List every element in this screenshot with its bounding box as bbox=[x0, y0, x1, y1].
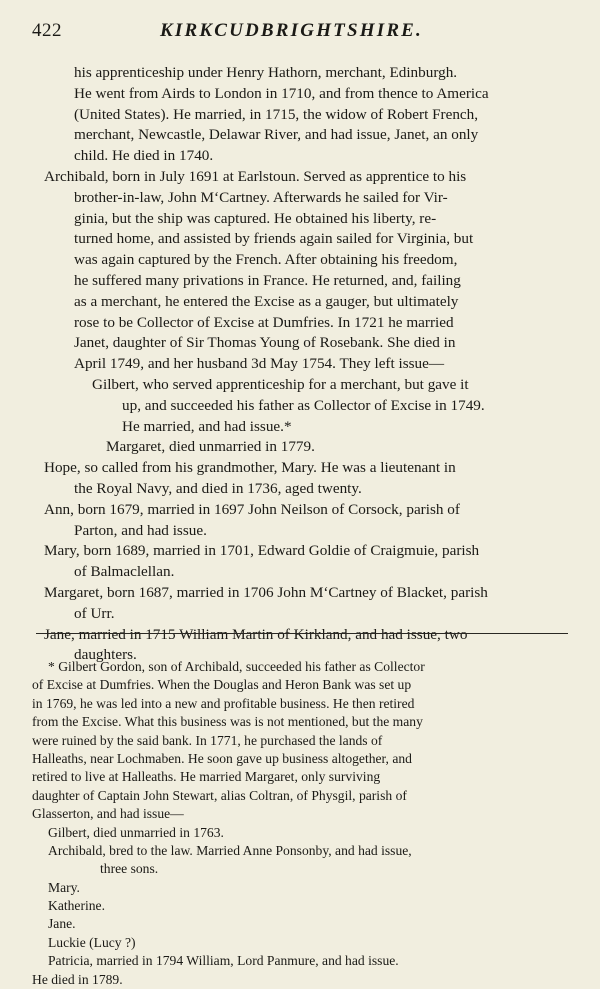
entry-mary: Mary, born 1689, married in 1701, Edward Goldie of Craigmuie, parish bbox=[44, 542, 480, 560]
footnote-line: daughter of Captain John Stewart, alias Coltran, of Physgil, parish of bbox=[32, 787, 407, 803]
text-line: Janet, daughter of Sir Thomas Young of Rosebank. She died in bbox=[74, 334, 456, 352]
entry-archibald: Archibald, born in July 1691 at Earlstoun. Served as apprentice to his bbox=[44, 167, 467, 185]
footnote-child-patricia: Patricia, married in 1794 William, Lord Panmure, and had issue. bbox=[48, 953, 399, 969]
entry-margaret: Margaret, born 1687, married in 1706 John M‘Cartney of Blacket, parish bbox=[44, 583, 488, 601]
footnote-child-mary: Mary. bbox=[48, 879, 80, 895]
footnote-line: were ruined by the said bank. In 1771, he purchased the lands of bbox=[32, 732, 383, 748]
text-line: turned home, and assisted by friends again sailed for Virginia, but bbox=[74, 230, 474, 248]
text-line: of Balmaclellan. bbox=[74, 563, 175, 581]
text-line: He married, and had issue.* bbox=[122, 417, 292, 435]
text-line: He went from Airds to London in 1710, and from thence to America bbox=[74, 84, 489, 102]
footnote-line: He died in 1789. bbox=[32, 971, 123, 987]
footnote-block bbox=[32, 658, 572, 989]
footnote-child-jane: Jane. bbox=[48, 916, 76, 932]
text-line: rose to be Collector of Excise at Dumfries. In 1721 he married bbox=[74, 313, 454, 331]
running-title: KIRKCUDBRIGHTSHIRE. bbox=[160, 20, 424, 41]
footnote-line: retired to live at Halleaths. He married Margaret, only surviving bbox=[32, 769, 381, 785]
text-line: Parton, and had issue. bbox=[74, 521, 207, 539]
entry-hope: Hope, so called from his grandmother, Mary. He was a lieutenant in bbox=[44, 459, 456, 477]
footnote-child-katherine: Katherine. bbox=[48, 898, 105, 914]
entry-ann: Ann, born 1679, married in 1697 John Neilson of Corsock, parish of bbox=[44, 500, 460, 518]
entry-gilbert: Gilbert, who served apprenticeship for a merchant, but gave it bbox=[92, 375, 469, 393]
page-number: 422 bbox=[32, 20, 62, 41]
text-line: of Urr. bbox=[74, 604, 115, 622]
text-line: ginia, but the ship was captured. He obtained his liberty, re- bbox=[74, 209, 437, 227]
footnote-child-luckie: Luckie (Lucy ?) bbox=[48, 934, 136, 950]
footnote-divider bbox=[36, 633, 568, 634]
text-line: as a merchant, he entered the Excise as a gauger, but ultimately bbox=[74, 292, 459, 310]
footnote-line: Halleaths, near Lochmaben. He soon gave up business altogether, and bbox=[32, 750, 412, 766]
text-line: he suffered many privations in France. He returned, and, failing bbox=[74, 271, 461, 289]
text-line: the Royal Navy, and died in 1736, aged twenty. bbox=[74, 479, 362, 497]
main-text-block bbox=[44, 63, 574, 666]
text-line: up, and succeeded his father as Collector of Excise in 1749. bbox=[122, 396, 485, 414]
footnote-line: of Excise at Dumfries. When the Douglas and Heron Bank was set up bbox=[32, 677, 412, 693]
text-line: merchant, Newcastle, Delawar River, and had issue, Janet, an only bbox=[74, 126, 479, 144]
text-line: brother-in-law, John M‘Cartney. Afterwards he sailed for Vir- bbox=[74, 188, 448, 206]
page-header bbox=[32, 20, 570, 50]
footnote-line: from the Excise. What this business was is not mentioned, but the many bbox=[32, 714, 423, 730]
text-line: was again captured by the French. After obtaining his freedom, bbox=[74, 251, 458, 269]
footnote-line: three sons. bbox=[100, 861, 159, 877]
text-line: daughters. bbox=[74, 646, 137, 664]
entry-jane: Jane, married in 1715 William Martin of Kirkland, and had issue, two bbox=[44, 625, 468, 643]
text-line: his apprenticeship under Henry Hathorn, merchant, Edinburgh. bbox=[74, 64, 458, 81]
entry-margaret-daughter: Margaret, died unmarried in 1779. bbox=[106, 438, 315, 456]
footnote-child-gilbert: Gilbert, died unmarried in 1763. bbox=[48, 824, 224, 840]
footnote-line: * Gilbert Gordon, son of Archibald, succeeded his father as Collector bbox=[48, 659, 425, 674]
text-line: April 1749, and her husband 3d May 1754. They left issue— bbox=[74, 355, 445, 373]
footnote-child-archibald: Archibald, bred to the law. Married Anne Ponsonby, and had issue, bbox=[48, 842, 412, 858]
footnote-line: Glasserton, and had issue— bbox=[32, 806, 184, 822]
footnote-line: in 1769, he was led into a new and profitable business. He then retired bbox=[32, 695, 415, 711]
text-line: (United States). He married, in 1715, the widow of Robert French, bbox=[74, 105, 479, 123]
text-line: child. He died in 1740. bbox=[74, 147, 214, 165]
